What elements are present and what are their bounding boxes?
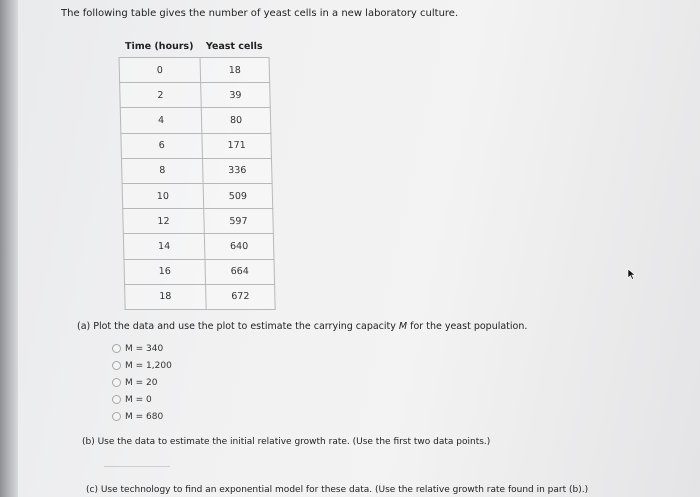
part-a-variable: M xyxy=(398,321,408,332)
table-row xyxy=(123,234,274,259)
time-cell: 14 xyxy=(123,234,205,259)
mouse-pointer-icon xyxy=(627,265,637,284)
yeast-cells-cell: 664 xyxy=(205,259,275,284)
radio-button[interactable] xyxy=(112,361,121,370)
table-row xyxy=(119,58,270,83)
option-m-1200[interactable] xyxy=(112,357,172,374)
table-row xyxy=(122,183,273,208)
time-cell: 8 xyxy=(121,158,203,183)
part-a-prefix: (a) Plot the data and use the plot to estimate the carrying capacity xyxy=(77,321,399,332)
table-row xyxy=(121,133,272,158)
yeast-cells-column-header: Yeast cells xyxy=(205,41,263,52)
time-cell: 12 xyxy=(123,209,205,234)
radio-button[interactable] xyxy=(112,378,121,387)
part-b-answer-input[interactable] xyxy=(104,466,170,467)
option-label: M = 20 xyxy=(125,377,158,388)
time-cell: 4 xyxy=(120,108,202,133)
yeast-cells-cell: 80 xyxy=(201,108,271,133)
table-header-row xyxy=(119,36,270,58)
table-row xyxy=(123,209,274,234)
option-m-680[interactable] xyxy=(112,408,172,425)
option-label: M = 1,200 xyxy=(125,360,172,371)
yeast-cells-cell: 39 xyxy=(201,83,271,108)
part-b-prompt: (b) Use the data to estimate the initial relative growth rate. (Use the first two data points.) xyxy=(82,437,491,447)
table-row xyxy=(121,158,272,183)
yeast-data-table xyxy=(118,36,276,310)
part-c-prompt: (c) Use technology to find an exponential model for these data. (Use the relative growth rate found in part (b).) xyxy=(86,485,589,495)
option-label: M = 340 xyxy=(125,343,164,354)
time-column-header: Time (hours) xyxy=(124,41,194,52)
yeast-cells-cell: 171 xyxy=(202,133,272,158)
time-cell: 6 xyxy=(121,133,203,158)
option-m-20[interactable] xyxy=(112,374,172,391)
yeast-cells-cell: 509 xyxy=(203,183,273,208)
yeast-cells-cell: 597 xyxy=(204,209,274,234)
part-a-suffix: for the yeast population. xyxy=(407,321,528,332)
yeast-cells-cell: 672 xyxy=(206,284,276,309)
radio-button[interactable] xyxy=(112,395,121,404)
question-intro: The following table gives the number of yeast cells in a new laboratory culture. xyxy=(61,8,459,19)
table-row xyxy=(125,284,276,309)
question-page xyxy=(18,0,700,497)
option-label: M = 680 xyxy=(125,411,164,422)
yeast-cells-cell: 336 xyxy=(202,158,272,183)
option-m-340[interactable] xyxy=(112,340,172,357)
option-label: M = 0 xyxy=(125,394,152,405)
radio-button[interactable] xyxy=(112,344,121,353)
yeast-cells-cell: 18 xyxy=(200,58,270,83)
time-cell: 2 xyxy=(120,83,202,108)
table-row xyxy=(120,83,271,108)
part-a-prompt xyxy=(77,321,527,332)
table-row xyxy=(120,108,271,133)
radio-button[interactable] xyxy=(112,412,121,421)
time-cell: 18 xyxy=(125,284,207,309)
time-cell: 10 xyxy=(122,183,204,208)
option-m-0[interactable] xyxy=(112,391,172,408)
table-row xyxy=(124,259,275,284)
yeast-cells-cell: 640 xyxy=(204,234,274,259)
screen-bezel xyxy=(0,0,18,497)
time-cell: 16 xyxy=(124,259,206,284)
time-cell: 0 xyxy=(119,58,201,83)
capacity-options xyxy=(112,340,172,425)
